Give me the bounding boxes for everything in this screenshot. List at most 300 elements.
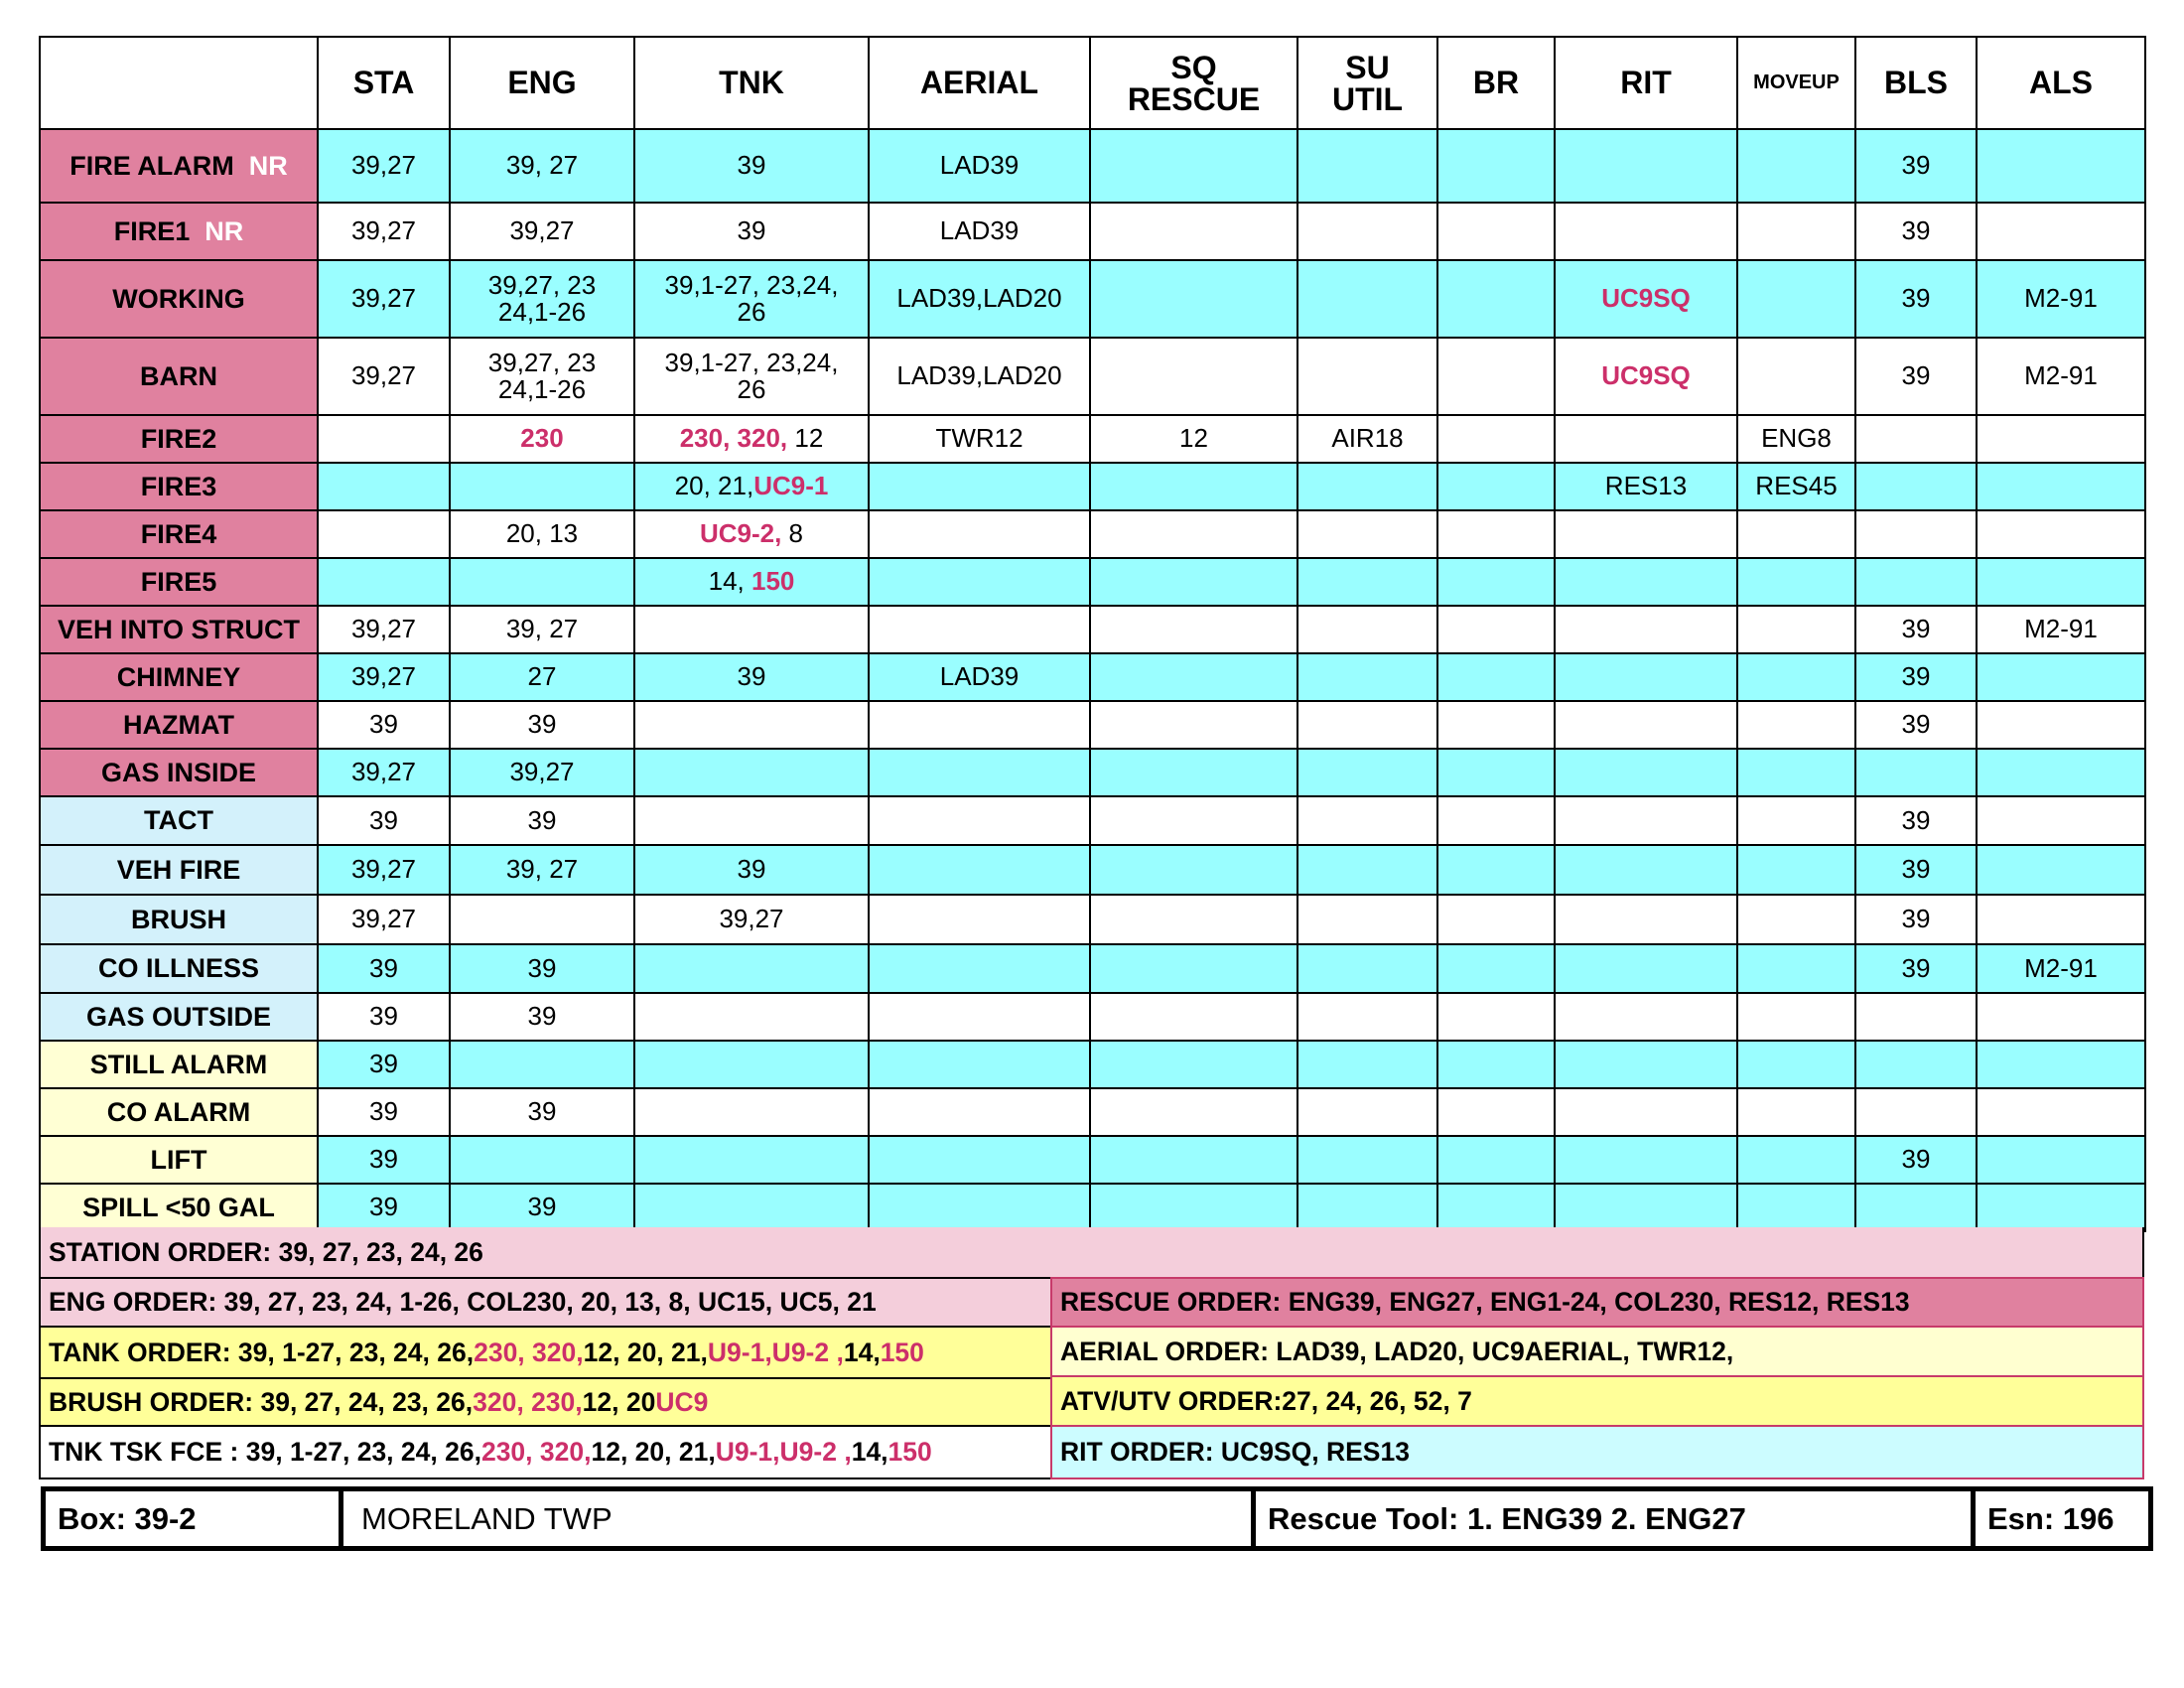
cell-rit bbox=[1555, 606, 1737, 653]
rescue-order: RESCUE ORDER: ENG39, ENG27, ENG1-24, COL230, RES12, RES13 bbox=[1050, 1277, 2144, 1328]
header-als: ALS bbox=[1977, 37, 2145, 129]
cell-su-util bbox=[1297, 993, 1437, 1041]
cell-eng bbox=[450, 1041, 634, 1088]
row-label: CO ALARM bbox=[40, 1088, 318, 1136]
township-name: MORELAND TWP bbox=[339, 1491, 1251, 1546]
cell-eng: 39 bbox=[450, 701, 634, 749]
table-row bbox=[40, 845, 2145, 895]
cell-eng: 39 bbox=[450, 993, 634, 1041]
rit-order: RIT ORDER: UC9SQ, RES13 bbox=[1050, 1427, 2144, 1479]
cell-aerial bbox=[869, 1184, 1090, 1231]
cell-sta: 39 bbox=[318, 796, 450, 845]
cell-br bbox=[1437, 1136, 1555, 1184]
rescue-tool: Rescue Tool: 1. ENG39 2. ENG27 bbox=[1251, 1491, 1971, 1546]
cell-sta: 39 bbox=[318, 701, 450, 749]
cell-moveup bbox=[1737, 1041, 1855, 1088]
cell-sta: 39,27 bbox=[318, 749, 450, 796]
cell-als: M2-91 bbox=[1977, 606, 2145, 653]
cell-br bbox=[1437, 510, 1555, 558]
cell-tnk bbox=[634, 993, 869, 1041]
cell-aerial bbox=[869, 701, 1090, 749]
cell-sq-rescue bbox=[1090, 1088, 1297, 1136]
cell-moveup bbox=[1737, 1136, 1855, 1184]
cell-rit bbox=[1555, 701, 1737, 749]
cell-br bbox=[1437, 1041, 1555, 1088]
cell-aerial: LAD39,LAD20 bbox=[869, 338, 1090, 415]
cell-tnk: 230, 320, 12 bbox=[634, 415, 869, 463]
header-sta: STA bbox=[318, 37, 450, 129]
cell-br bbox=[1437, 895, 1555, 944]
cell-moveup bbox=[1737, 338, 1855, 415]
cell-moveup bbox=[1737, 510, 1855, 558]
cell-als: M2-91 bbox=[1977, 338, 2145, 415]
cell-aerial bbox=[869, 749, 1090, 796]
cell-tnk bbox=[634, 606, 869, 653]
cell-br bbox=[1437, 558, 1555, 606]
row-label: FIRE3 bbox=[40, 463, 318, 510]
cell-sta: 39,27 bbox=[318, 845, 450, 895]
cell-sta bbox=[318, 510, 450, 558]
cell-tnk bbox=[634, 1041, 869, 1088]
aerial-order: AERIAL ORDER: LAD39, LAD20, UC9AERIAL, TWR12, bbox=[1050, 1328, 2144, 1377]
cell-rit bbox=[1555, 749, 1737, 796]
cell-sq-rescue bbox=[1090, 129, 1297, 203]
cell-eng: 39 bbox=[450, 1088, 634, 1136]
cell-br bbox=[1437, 1184, 1555, 1231]
cell-bls: 39 bbox=[1855, 895, 1977, 944]
cell-als bbox=[1977, 510, 2145, 558]
table-row bbox=[40, 606, 2145, 653]
cell-eng: 27 bbox=[450, 653, 634, 701]
cell-rit: UC9SQ bbox=[1555, 338, 1737, 415]
cell-eng bbox=[450, 895, 634, 944]
cell-br bbox=[1437, 463, 1555, 510]
brush-order: BRUSH ORDER: 39, 27, 24, 23, 26, 320, 230, 12, 20 UC9 bbox=[39, 1377, 1050, 1427]
cell-rit bbox=[1555, 845, 1737, 895]
cell-rit bbox=[1555, 558, 1737, 606]
cell-su-util bbox=[1297, 463, 1437, 510]
row-label: FIRE ALARM NR bbox=[40, 129, 318, 203]
cell-bls bbox=[1855, 1088, 1977, 1136]
cell-su-util bbox=[1297, 749, 1437, 796]
row-label: FIRE2 bbox=[40, 415, 318, 463]
row-label: FIRE5 bbox=[40, 558, 318, 606]
header-tnk: TNK bbox=[634, 37, 869, 129]
cell-tnk: UC9-2, 8 bbox=[634, 510, 869, 558]
cell-tnk bbox=[634, 1088, 869, 1136]
cell-aerial bbox=[869, 944, 1090, 993]
table-row bbox=[40, 510, 2145, 558]
cell-sq-rescue bbox=[1090, 1041, 1297, 1088]
cell-als bbox=[1977, 749, 2145, 796]
row-label: SPILL <50 GAL bbox=[40, 1184, 318, 1231]
cell-als bbox=[1977, 796, 2145, 845]
cell-tnk: 39 bbox=[634, 653, 869, 701]
cell-tnk: 39,27 bbox=[634, 895, 869, 944]
table-row bbox=[40, 260, 2145, 338]
cell-aerial bbox=[869, 1041, 1090, 1088]
cell-su-util bbox=[1297, 1041, 1437, 1088]
header-rit: RIT bbox=[1555, 37, 1737, 129]
cell-moveup bbox=[1737, 944, 1855, 993]
cell-tnk bbox=[634, 1184, 869, 1231]
table-row bbox=[40, 944, 2145, 993]
cell-moveup bbox=[1737, 203, 1855, 260]
cell-sta: 39,27 bbox=[318, 129, 450, 203]
cell-sta: 39,27 bbox=[318, 653, 450, 701]
orders-section bbox=[39, 1227, 2144, 1479]
cell-br bbox=[1437, 749, 1555, 796]
cell-eng: 39 bbox=[450, 944, 634, 993]
cell-als bbox=[1977, 653, 2145, 701]
table-row bbox=[40, 1088, 2145, 1136]
cell-br bbox=[1437, 260, 1555, 338]
header-bls: BLS bbox=[1855, 37, 1977, 129]
cell-br bbox=[1437, 845, 1555, 895]
cell-moveup bbox=[1737, 845, 1855, 895]
cell-moveup bbox=[1737, 558, 1855, 606]
cell-tnk: 14, 150 bbox=[634, 558, 869, 606]
table-row bbox=[40, 415, 2145, 463]
cell-aerial bbox=[869, 1136, 1090, 1184]
cell-sq-rescue bbox=[1090, 796, 1297, 845]
cell-aerial bbox=[869, 895, 1090, 944]
cell-sq-rescue bbox=[1090, 1136, 1297, 1184]
cell-moveup bbox=[1737, 1088, 1855, 1136]
table-row bbox=[40, 463, 2145, 510]
cell-sta: 39,27 bbox=[318, 260, 450, 338]
cell-tnk: 39 bbox=[634, 845, 869, 895]
cell-eng bbox=[450, 1136, 634, 1184]
row-label: FIRE4 bbox=[40, 510, 318, 558]
cell-su-util bbox=[1297, 558, 1437, 606]
cell-rit bbox=[1555, 796, 1737, 845]
cell-als bbox=[1977, 1184, 2145, 1231]
table-row bbox=[40, 993, 2145, 1041]
table-row bbox=[40, 1041, 2145, 1088]
cell-sta: 39,27 bbox=[318, 203, 450, 260]
cell-tnk: 39 bbox=[634, 129, 869, 203]
response-grid bbox=[39, 36, 2146, 1232]
table-row bbox=[40, 653, 2145, 701]
cell-sta: 39 bbox=[318, 993, 450, 1041]
cell-bls bbox=[1855, 993, 1977, 1041]
cell-eng: 39,27 bbox=[450, 749, 634, 796]
cell-moveup bbox=[1737, 796, 1855, 845]
cell-bls: 39 bbox=[1855, 796, 1977, 845]
footer-bar bbox=[41, 1486, 2153, 1551]
table-row bbox=[40, 1136, 2145, 1184]
header-aerial: AERIAL bbox=[869, 37, 1090, 129]
cell-moveup bbox=[1737, 129, 1855, 203]
cell-sq-rescue bbox=[1090, 944, 1297, 993]
cell-sq-rescue bbox=[1090, 993, 1297, 1041]
cell-sta: 39,27 bbox=[318, 338, 450, 415]
cell-su-util bbox=[1297, 653, 1437, 701]
tnk-tsk-fce-order: TNK TSK FCE : 39, 1-27, 23, 24, 26, 230, 320, 12, 20, 21, U9-1,U9-2 , 14, 150 bbox=[39, 1427, 1050, 1479]
box-number: Box: 39-2 bbox=[58, 1500, 197, 1536]
cell-su-util bbox=[1297, 1088, 1437, 1136]
cell-bls: 39 bbox=[1855, 701, 1977, 749]
cell-bls bbox=[1855, 1041, 1977, 1088]
cell-bls bbox=[1855, 415, 1977, 463]
row-label: GAS OUTSIDE bbox=[40, 993, 318, 1041]
cell-br bbox=[1437, 1088, 1555, 1136]
cell-sq-rescue bbox=[1090, 260, 1297, 338]
cell-moveup bbox=[1737, 606, 1855, 653]
cell-br bbox=[1437, 993, 1555, 1041]
cell-eng: 20, 13 bbox=[450, 510, 634, 558]
cell-als bbox=[1977, 1041, 2145, 1088]
cell-rit bbox=[1555, 993, 1737, 1041]
cell-rit bbox=[1555, 944, 1737, 993]
cell-su-util: AIR18 bbox=[1297, 415, 1437, 463]
cell-als bbox=[1977, 1088, 2145, 1136]
cell-br bbox=[1437, 415, 1555, 463]
cell-eng: 39, 27 bbox=[450, 129, 634, 203]
cell-rit bbox=[1555, 1088, 1737, 1136]
cell-als bbox=[1977, 993, 2145, 1041]
cell-eng: 230 bbox=[450, 415, 634, 463]
cell-eng: 39,27, 23 24,1-26 bbox=[450, 260, 634, 338]
cell-eng: 39,27, 23 24,1-26 bbox=[450, 338, 634, 415]
cell-tnk bbox=[634, 944, 869, 993]
cell-su-util bbox=[1297, 338, 1437, 415]
header-blank bbox=[40, 37, 318, 129]
cell-eng: 39,27 bbox=[450, 203, 634, 260]
esn-number: Esn: 196 bbox=[1971, 1491, 2148, 1546]
cell-eng: 39, 27 bbox=[450, 845, 634, 895]
cell-rit bbox=[1555, 653, 1737, 701]
cell-rit bbox=[1555, 1136, 1737, 1184]
cell-bls bbox=[1855, 510, 1977, 558]
cell-sq-rescue: 12 bbox=[1090, 415, 1297, 463]
cell-rit bbox=[1555, 415, 1737, 463]
cell-tnk bbox=[634, 796, 869, 845]
cell-su-util bbox=[1297, 701, 1437, 749]
cell-tnk: 39,1-27, 23,24, 26 bbox=[634, 338, 869, 415]
cell-aerial bbox=[869, 510, 1090, 558]
row-label: TACT bbox=[40, 796, 318, 845]
cell-bls: 39 bbox=[1855, 260, 1977, 338]
cell-sq-rescue bbox=[1090, 895, 1297, 944]
cell-su-util bbox=[1297, 1184, 1437, 1231]
table-row bbox=[40, 796, 2145, 845]
row-label: LIFT bbox=[40, 1136, 318, 1184]
nr-tag: NR bbox=[248, 150, 288, 181]
cell-su-util bbox=[1297, 845, 1437, 895]
cell-als bbox=[1977, 845, 2145, 895]
cell-moveup: RES45 bbox=[1737, 463, 1855, 510]
table-row bbox=[40, 1184, 2145, 1231]
tank-order: TANK ORDER: 39, 1-27, 23, 24, 26, 230, 320, 12, 20, 21, U9-1,U9-2 , 14, 150 bbox=[39, 1328, 1050, 1377]
cell-br bbox=[1437, 203, 1555, 260]
cell-bls: 39 bbox=[1855, 1136, 1977, 1184]
cell-aerial: LAD39 bbox=[869, 203, 1090, 260]
cell-sq-rescue bbox=[1090, 558, 1297, 606]
header-eng: ENG bbox=[450, 37, 634, 129]
cell-bls bbox=[1855, 558, 1977, 606]
cell-tnk: 39 bbox=[634, 203, 869, 260]
cell-bls bbox=[1855, 749, 1977, 796]
cell-su-util bbox=[1297, 510, 1437, 558]
cell-sta: 39 bbox=[318, 1136, 450, 1184]
cell-rit bbox=[1555, 203, 1737, 260]
cell-tnk bbox=[634, 1136, 869, 1184]
cell-sq-rescue bbox=[1090, 203, 1297, 260]
cell-aerial bbox=[869, 463, 1090, 510]
cell-sq-rescue bbox=[1090, 653, 1297, 701]
cell-als bbox=[1977, 701, 2145, 749]
cell-als bbox=[1977, 415, 2145, 463]
table-row bbox=[40, 203, 2145, 260]
cell-aerial bbox=[869, 796, 1090, 845]
row-label: BARN bbox=[40, 338, 318, 415]
cell-aerial bbox=[869, 845, 1090, 895]
cell-moveup: ENG8 bbox=[1737, 415, 1855, 463]
cell-tnk: 39,1-27, 23,24, 26 bbox=[634, 260, 869, 338]
cell-moveup bbox=[1737, 749, 1855, 796]
cell-sq-rescue bbox=[1090, 510, 1297, 558]
cell-sq-rescue bbox=[1090, 606, 1297, 653]
table-row bbox=[40, 558, 2145, 606]
cell-moveup bbox=[1737, 260, 1855, 338]
cell-aerial: LAD39 bbox=[869, 653, 1090, 701]
cell-bls: 39 bbox=[1855, 338, 1977, 415]
cell-rit: RES13 bbox=[1555, 463, 1737, 510]
header-moveup: MOVEUP bbox=[1737, 37, 1855, 129]
cell-su-util bbox=[1297, 895, 1437, 944]
cell-sq-rescue bbox=[1090, 338, 1297, 415]
cell-aerial bbox=[869, 993, 1090, 1041]
cell-eng: 39 bbox=[450, 1184, 634, 1231]
cell-sta: 39 bbox=[318, 1088, 450, 1136]
cell-sta: 39,27 bbox=[318, 895, 450, 944]
cell-su-util bbox=[1297, 606, 1437, 653]
cell-bls: 39 bbox=[1855, 944, 1977, 993]
cell-rit bbox=[1555, 895, 1737, 944]
cell-br bbox=[1437, 129, 1555, 203]
cell-eng: 39, 27 bbox=[450, 606, 634, 653]
cell-aerial: LAD39 bbox=[869, 129, 1090, 203]
cell-br bbox=[1437, 338, 1555, 415]
row-label: CO ILLNESS bbox=[40, 944, 318, 993]
cell-tnk bbox=[634, 701, 869, 749]
cell-als bbox=[1977, 463, 2145, 510]
table-row bbox=[40, 749, 2145, 796]
header-su-util: SU UTIL bbox=[1297, 37, 1437, 129]
cell-bls: 39 bbox=[1855, 129, 1977, 203]
cell-bls bbox=[1855, 1184, 1977, 1231]
cell-sta bbox=[318, 463, 450, 510]
header-row bbox=[40, 37, 2145, 129]
cell-sta: 39,27 bbox=[318, 606, 450, 653]
cell-sq-rescue bbox=[1090, 463, 1297, 510]
cell-sta: 39 bbox=[318, 1184, 450, 1231]
cell-moveup bbox=[1737, 895, 1855, 944]
cell-als bbox=[1977, 129, 2145, 203]
cell-br bbox=[1437, 653, 1555, 701]
cell-sq-rescue bbox=[1090, 701, 1297, 749]
header-sq-rescue: SQ RESCUE bbox=[1090, 37, 1297, 129]
cell-bls: 39 bbox=[1855, 845, 1977, 895]
cell-sta bbox=[318, 415, 450, 463]
cell-sq-rescue bbox=[1090, 1184, 1297, 1231]
cell-sq-rescue bbox=[1090, 749, 1297, 796]
row-label: GAS INSIDE bbox=[40, 749, 318, 796]
cell-rit: UC9SQ bbox=[1555, 260, 1737, 338]
table-row bbox=[40, 129, 2145, 203]
cell-aerial bbox=[869, 1088, 1090, 1136]
table-row bbox=[40, 701, 2145, 749]
cell-br bbox=[1437, 606, 1555, 653]
header-br: BR bbox=[1437, 37, 1555, 129]
cell-als bbox=[1977, 558, 2145, 606]
cell-als bbox=[1977, 1136, 2145, 1184]
cell-rit bbox=[1555, 1184, 1737, 1231]
cell-tnk: 20, 21,UC9-1 bbox=[634, 463, 869, 510]
row-label: VEH FIRE bbox=[40, 845, 318, 895]
cell-su-util bbox=[1297, 260, 1437, 338]
cell-bls bbox=[1855, 463, 1977, 510]
cell-eng: 39 bbox=[450, 796, 634, 845]
row-label: CHIMNEY bbox=[40, 653, 318, 701]
row-label: FIRE1 NR bbox=[40, 203, 318, 260]
cell-aerial: LAD39,LAD20 bbox=[869, 260, 1090, 338]
cell-moveup bbox=[1737, 993, 1855, 1041]
table-row bbox=[40, 338, 2145, 415]
cell-moveup bbox=[1737, 1184, 1855, 1231]
atv-utv-order: ATV/UTV ORDER:27, 24, 26, 52, 7 bbox=[1050, 1377, 2144, 1427]
cell-su-util bbox=[1297, 1136, 1437, 1184]
cell-bls: 39 bbox=[1855, 203, 1977, 260]
cell-eng bbox=[450, 558, 634, 606]
cell-su-util bbox=[1297, 129, 1437, 203]
cell-moveup bbox=[1737, 701, 1855, 749]
cell-br bbox=[1437, 944, 1555, 993]
cell-sta bbox=[318, 558, 450, 606]
cell-su-util bbox=[1297, 796, 1437, 845]
cell-rit bbox=[1555, 129, 1737, 203]
cell-als bbox=[1977, 895, 2145, 944]
cell-br bbox=[1437, 701, 1555, 749]
row-label: HAZMAT bbox=[40, 701, 318, 749]
cell-br bbox=[1437, 796, 1555, 845]
row-label: WORKING bbox=[40, 260, 318, 338]
cell-tnk bbox=[634, 749, 869, 796]
cell-sq-rescue bbox=[1090, 845, 1297, 895]
cell-rit bbox=[1555, 1041, 1737, 1088]
station-order: STATION ORDER: 39, 27, 23, 24, 26 bbox=[39, 1227, 2144, 1277]
cell-su-util bbox=[1297, 203, 1437, 260]
cell-eng bbox=[450, 463, 634, 510]
eng-order: ENG ORDER: 39, 27, 23, 24, 1-26, COL230, 20, 13, 8, UC15, UC5, 21 bbox=[39, 1277, 1050, 1328]
cell-bls: 39 bbox=[1855, 653, 1977, 701]
cell-als bbox=[1977, 203, 2145, 260]
cell-aerial: TWR12 bbox=[869, 415, 1090, 463]
cell-aerial bbox=[869, 606, 1090, 653]
cell-sta: 39 bbox=[318, 944, 450, 993]
cell-su-util bbox=[1297, 944, 1437, 993]
cell-bls: 39 bbox=[1855, 606, 1977, 653]
cell-rit bbox=[1555, 510, 1737, 558]
row-label: STILL ALARM bbox=[40, 1041, 318, 1088]
cell-als: M2-91 bbox=[1977, 260, 2145, 338]
row-label: BRUSH bbox=[40, 895, 318, 944]
table-row bbox=[40, 895, 2145, 944]
cell-als: M2-91 bbox=[1977, 944, 2145, 993]
cell-sta: 39 bbox=[318, 1041, 450, 1088]
